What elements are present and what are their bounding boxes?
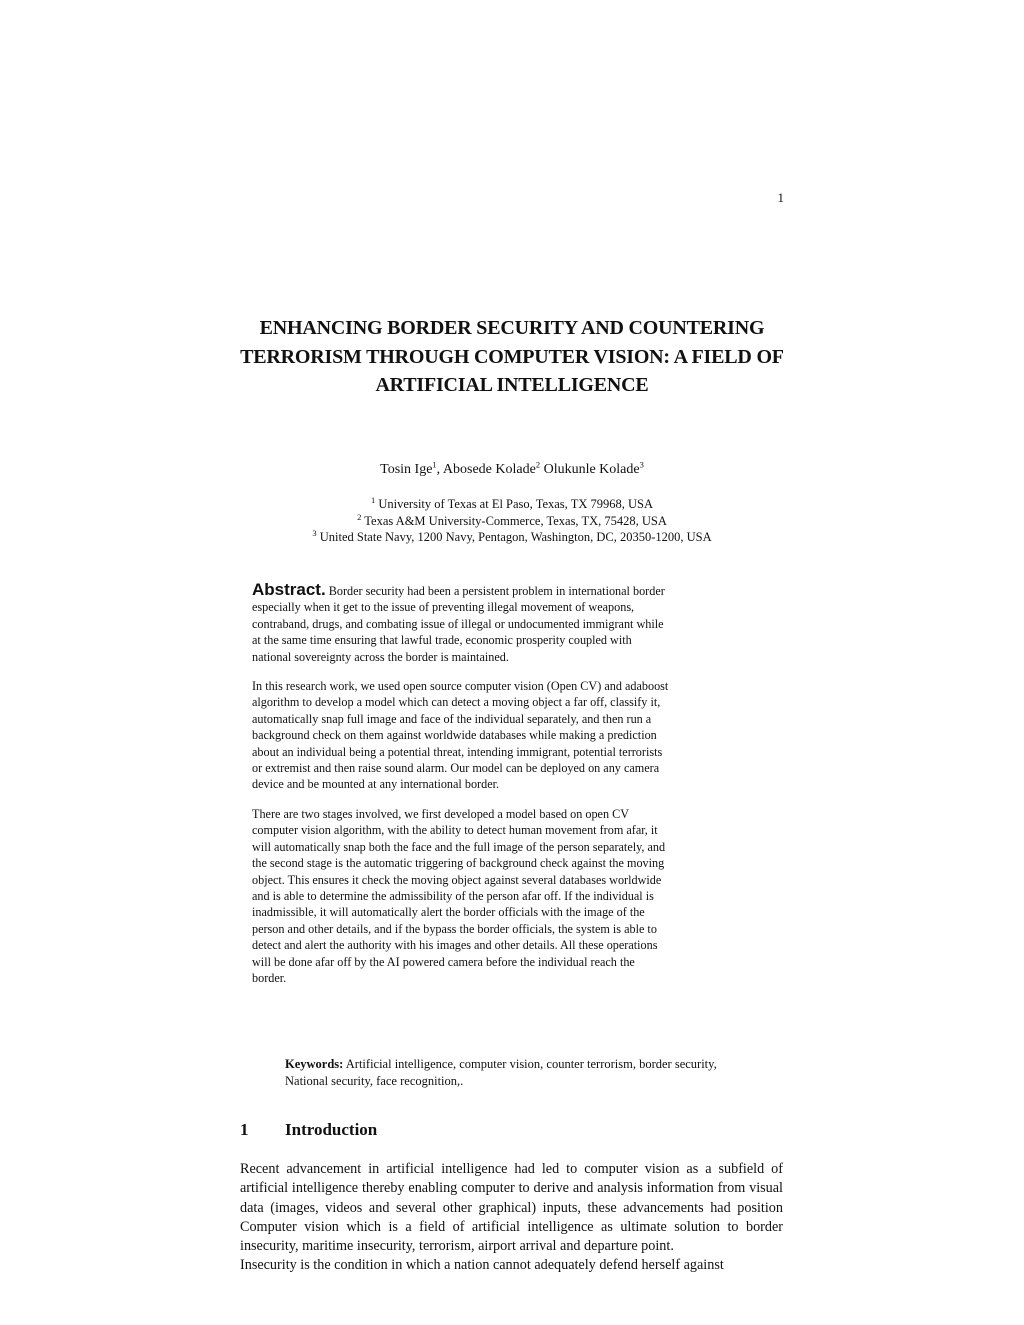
abstract-text: Border security had been a persistent problem in international border especially when it get to the issue of preventing illegal movement of weapons, contraband, drugs, and combating issue of illegal or undocumented immigrant while at the same time ensuring that lawful trade, economic prosperity coupled with national sovereignty across the border is maintained.	[252, 584, 665, 664]
introduction-body	[240, 1160, 783, 1276]
abstract-paragraph: There are two stages involved, we first developed a model based on open CV computer vision algorithm, with the ability to detect human movement from afar, it will automatically snap both the face and the full image of the person separately, and the second stage is the automatic triggering of background check against the moving object. This ensures it check the moving object against several databases worldwide and is able to determine the admissibility of the person afar off. If the individual is inadmissible, it will automatically alert the border officials with the image of the person and other details, and if the bypass the border officials, the system is able to detect and alert the authority with his images and other details. All these operations will be done afar off by the AI powered camera before the individual reach the border.	[252, 806, 666, 985]
section-heading	[240, 1120, 377, 1140]
author-line	[220, 460, 804, 480]
body-paragraph: Insecurity is the condition in which a nation cannot adequately defend herself against	[240, 1257, 724, 1274]
body-paragraph: Recent advancement in artificial intelligence had led to computer vision as a subfield of artificial intelligence thereby enabling computer to derive and analysis information from visual data (images, videos and several other graphical) inputs, these advancements had position Computer vision which is a field of artificial intelligence as ultimate solution to border insecurity, maritime insecurity, terrorism, airport arrival and departure point.	[240, 1161, 783, 1255]
author-superscript: 3	[639, 459, 644, 470]
keywords	[285, 1056, 735, 1090]
author-superscript: 2	[535, 459, 541, 470]
paper-title: ENHANCING BORDER SECURITY AND COUNTERING TERRORISM THROUGH COMPUTER VISION: A FIELD OF ARTIFICIAL INTELLIGENCE	[240, 317, 784, 396]
keywords-text: Artificial intelligence, computer vision, counter terrorism, border security, National security, face recognition,.	[285, 1057, 717, 1088]
keywords-label: Keywords:	[285, 1057, 344, 1071]
affiliation-superscript: 3	[312, 527, 317, 538]
affiliation-text: Texas A&M University-Commerce, Texas, TX, 75428, USA	[364, 513, 667, 528]
section-number: 1	[240, 1120, 249, 1139]
abstract-paragraph: In this research work, we used open source computer vision (Open CV) and adaboost algorithm to develop a model which can detect a moving object a far off, classify it, automatically snap full image and face of the individual separately, and then run a background check on them against worldwide databases while making a prediction about an individual being a potential threat, intending immigrant, potential terrorists or extremist and then raise sound alarm. Our model can be deployed on any camera device and be mounted at any international border.	[252, 679, 669, 792]
affiliation-line	[220, 529, 804, 546]
author-superscript: 1	[432, 459, 437, 470]
author-separator: ,	[436, 462, 443, 477]
affiliation-line	[220, 496, 804, 513]
abstract-label: Abstract.	[252, 580, 326, 599]
author-name: Tosin Ige	[380, 462, 433, 477]
author-name: Abosede Kolade	[442, 462, 536, 477]
page-number: 1	[777, 190, 784, 205]
affiliation-line	[220, 513, 804, 530]
affiliation-text: United State Navy, 1200 Navy, Pentagon, Washington, DC, 20350-1200, USA	[319, 530, 712, 544]
affiliation-text: University of Texas at El Paso, Texas, TX 79968, USA	[378, 497, 653, 511]
affiliation-superscript: 2	[357, 511, 362, 522]
abstract	[252, 582, 670, 999]
affiliation-superscript: 1	[371, 494, 376, 505]
abstract-paragraph	[252, 582, 670, 665]
author-name: Olukunle Kolade	[543, 462, 640, 477]
section-title: Introduction	[285, 1120, 378, 1139]
affiliations	[220, 496, 804, 546]
